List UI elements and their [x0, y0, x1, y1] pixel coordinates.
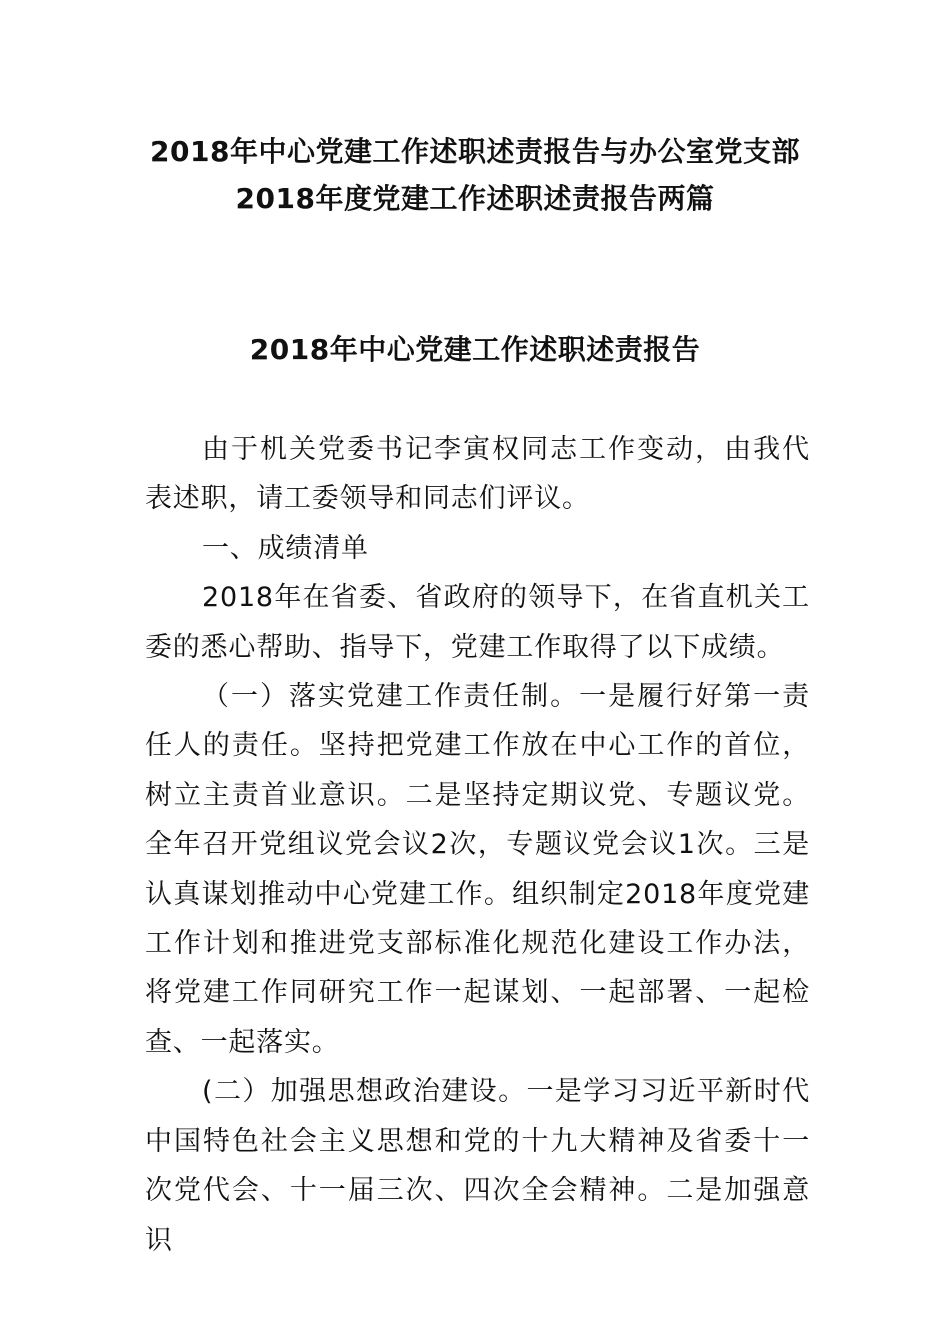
document-title-line-1: 2018年中心党建工作述职述责报告与办公室党支部 — [150, 135, 800, 168]
document-title-line-2: 2018年度党建工作述职述责报告两篇 — [235, 182, 715, 215]
paragraph-responsibility: （一）落实党建工作责任制。一是履行好第一责任人的责任。坚持把党建工作放在中心工作的首位，树立主责首业意识。二是坚持定期议党、专题议党。全年召开党组议党会议2次，专题议党会议1次。三是认真谋划推动中心党建工作。组织制定2018年度党建工作计划和推进党支部标准化规范化建设工作办法，将党建工作同研究工作一起谋划、一起部署、一起检查、一起落实。 — [145, 681, 810, 1058]
heading-achievements: 一、成绩清单 — [202, 532, 369, 564]
document-title — [0, 128, 950, 222]
section-title: 2018年中心党建工作述职述责报告 — [249, 333, 701, 366]
document-body — [145, 425, 810, 1265]
paragraph-intro: 由于机关党委书记李寅权同志工作变动，由我代表述职，请工委领导和同志们评议。 — [145, 434, 810, 515]
paragraph-ideology: (二）加强思想政治建设。一是学习习近平新时代中国特色社会主义思想和党的十九大精神及省委十一次党代会、十一届三次、四次全会精神。二是加强意识 — [145, 1076, 810, 1256]
paragraph-summary: 2018年在省委、省政府的领导下，在省直机关工委的悉心帮助、指导下，党建工作取得了以下成绩。 — [145, 582, 810, 663]
